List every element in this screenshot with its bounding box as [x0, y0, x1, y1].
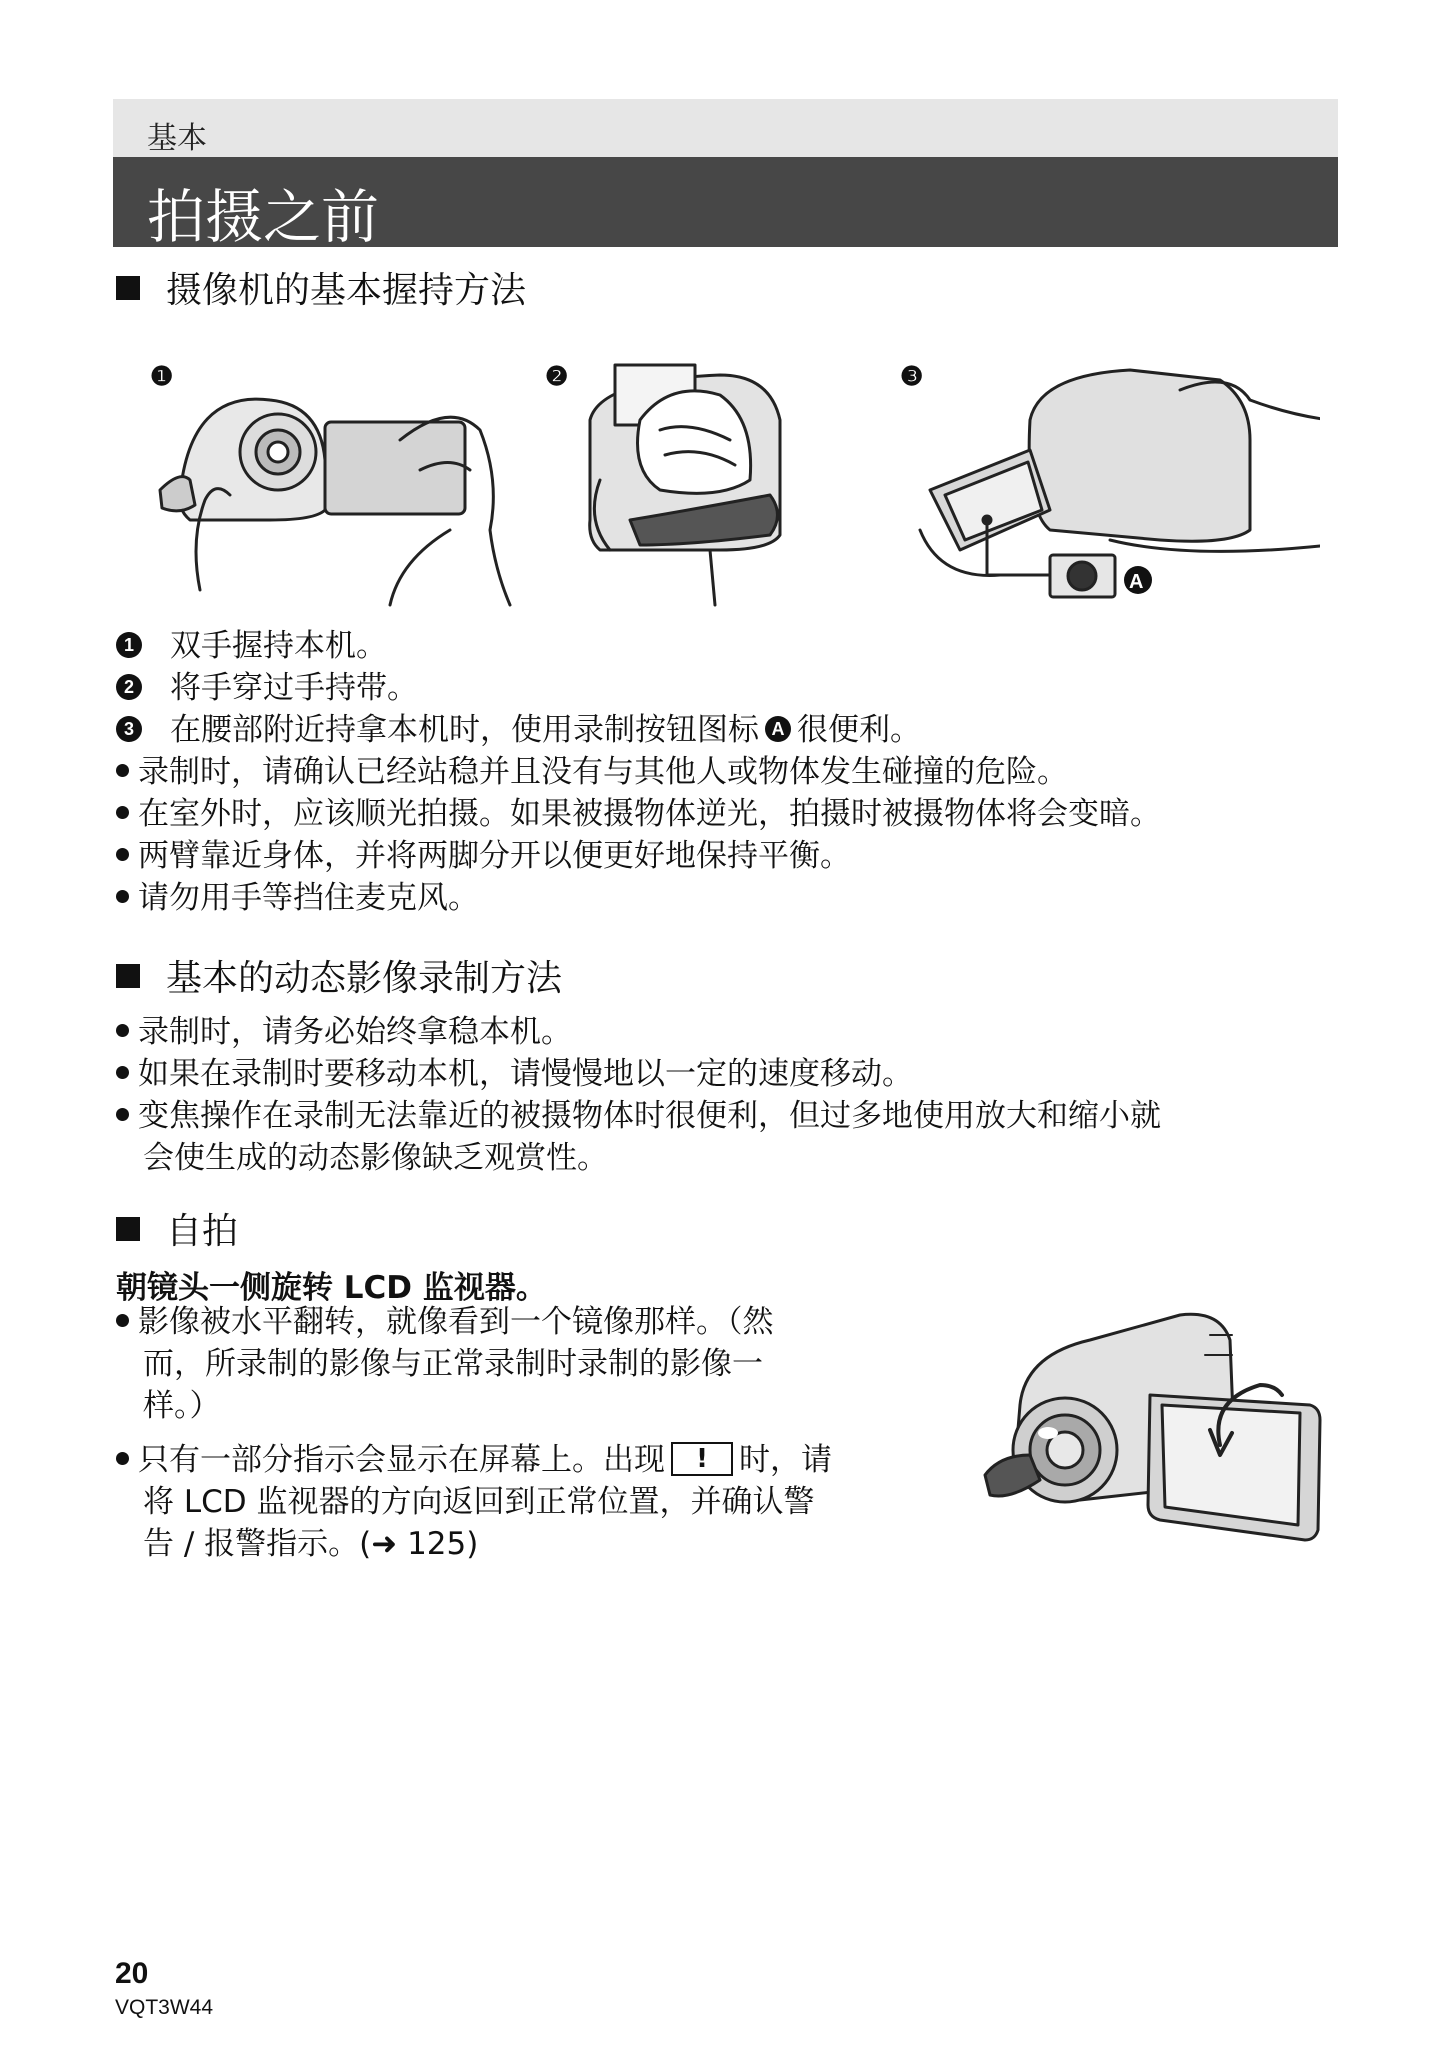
- bullet-icon: [116, 1108, 129, 1121]
- section-heading-self-shooting: 自拍: [116, 1203, 238, 1254]
- step-number-badge: 2: [116, 674, 142, 700]
- svg-text:❶: ❶: [150, 361, 174, 391]
- bullet-icon: [116, 848, 129, 861]
- step-3: 3 在腰部附近持拿本机时，使用录制按钮图标 A 很便利。: [116, 710, 921, 750]
- model-code: VQT3W44: [115, 1996, 214, 2019]
- list-item: 只有一部分指示会显示在屏幕上。出现 ! 时，请: [116, 1440, 832, 1480]
- section-heading-recording: 基本的动态影像录制方法: [116, 950, 562, 1001]
- list-item: 影像被水平翻转，就像看到一个镜像那样。（然: [116, 1302, 774, 1342]
- step-1: 1 双手握持本机。: [116, 626, 387, 666]
- illustration-rotated-lcd: [970, 1305, 1330, 1555]
- bullet-icon: [116, 1066, 129, 1079]
- figure-3-waist-level: [900, 361, 1320, 597]
- svg-text:❸: ❸: [900, 361, 924, 391]
- step-number-badge: 3: [116, 716, 142, 742]
- svg-text:A: A: [1129, 571, 1144, 593]
- square-bullet-icon: [116, 1217, 140, 1241]
- record-button-icon-label: A: [765, 716, 791, 742]
- list-item: 两臂靠近身体，并将两脚分开以便更好地保持平衡。: [116, 836, 851, 876]
- warning-indicator-icon: !: [671, 1442, 733, 1476]
- list-item-continuation: 而，所录制的影像与正常录制时录制的影像一: [143, 1346, 763, 1382]
- page-number: 20: [115, 1957, 149, 1990]
- bullet-icon: [116, 764, 129, 777]
- list-item-continuation: 告 / 报警指示。(➜ 125): [143, 1526, 479, 1562]
- list-item-continuation: 会使生成的动态影像缺乏观赏性。: [143, 1140, 608, 1176]
- svg-text:❷: ❷: [545, 361, 569, 391]
- lead-instruction: 朝镜头一侧旋转 LCD 监视器。: [116, 1270, 547, 1306]
- header-title-bar: [113, 157, 1338, 251]
- list-item-continuation: 样。）: [143, 1388, 221, 1424]
- step-number-badge: 1: [116, 632, 142, 658]
- list-item: 录制时，请务必始终拿稳本机。: [116, 1012, 572, 1052]
- list-item-continuation: 将 LCD 监视器的方向返回到正常位置，并确认警: [143, 1484, 815, 1520]
- section-heading-holding: 摄像机的基本握持方法: [116, 262, 526, 313]
- list-item: 录制时，请确认已经站稳并且没有与其他人或物体发生碰撞的危险。: [116, 752, 1068, 792]
- figure-2-hand-strap: [545, 361, 780, 605]
- square-bullet-icon: [116, 964, 140, 988]
- header-category-bar: [113, 99, 1338, 157]
- list-item: 请勿用手等挡住麦克风。: [116, 878, 479, 918]
- bullet-icon: [116, 1024, 129, 1037]
- bullet-icon: [116, 806, 129, 819]
- list-item: 在室外时，应该顺光拍摄。如果被摄物体逆光，拍摄时被摄物体将会变暗。: [116, 794, 1161, 834]
- page-title: 拍摄之前: [147, 183, 380, 251]
- list-item: 变焦操作在录制无法靠近的被摄物体时很便利，但过多地使用放大和缩小就: [116, 1096, 1161, 1136]
- bullet-icon: [116, 1314, 129, 1327]
- list-item: 如果在录制时要移动本机，请慢慢地以一定的速度移动。: [116, 1054, 913, 1094]
- step-2: 2 将手穿过手持带。: [116, 668, 418, 708]
- bullet-icon: [116, 890, 129, 903]
- bullet-icon: [116, 1452, 129, 1465]
- square-bullet-icon: [116, 276, 140, 300]
- illustration-holding-methods: [150, 360, 1320, 610]
- figure-1-two-hands: [150, 361, 510, 605]
- header-category: 基本: [147, 121, 207, 156]
